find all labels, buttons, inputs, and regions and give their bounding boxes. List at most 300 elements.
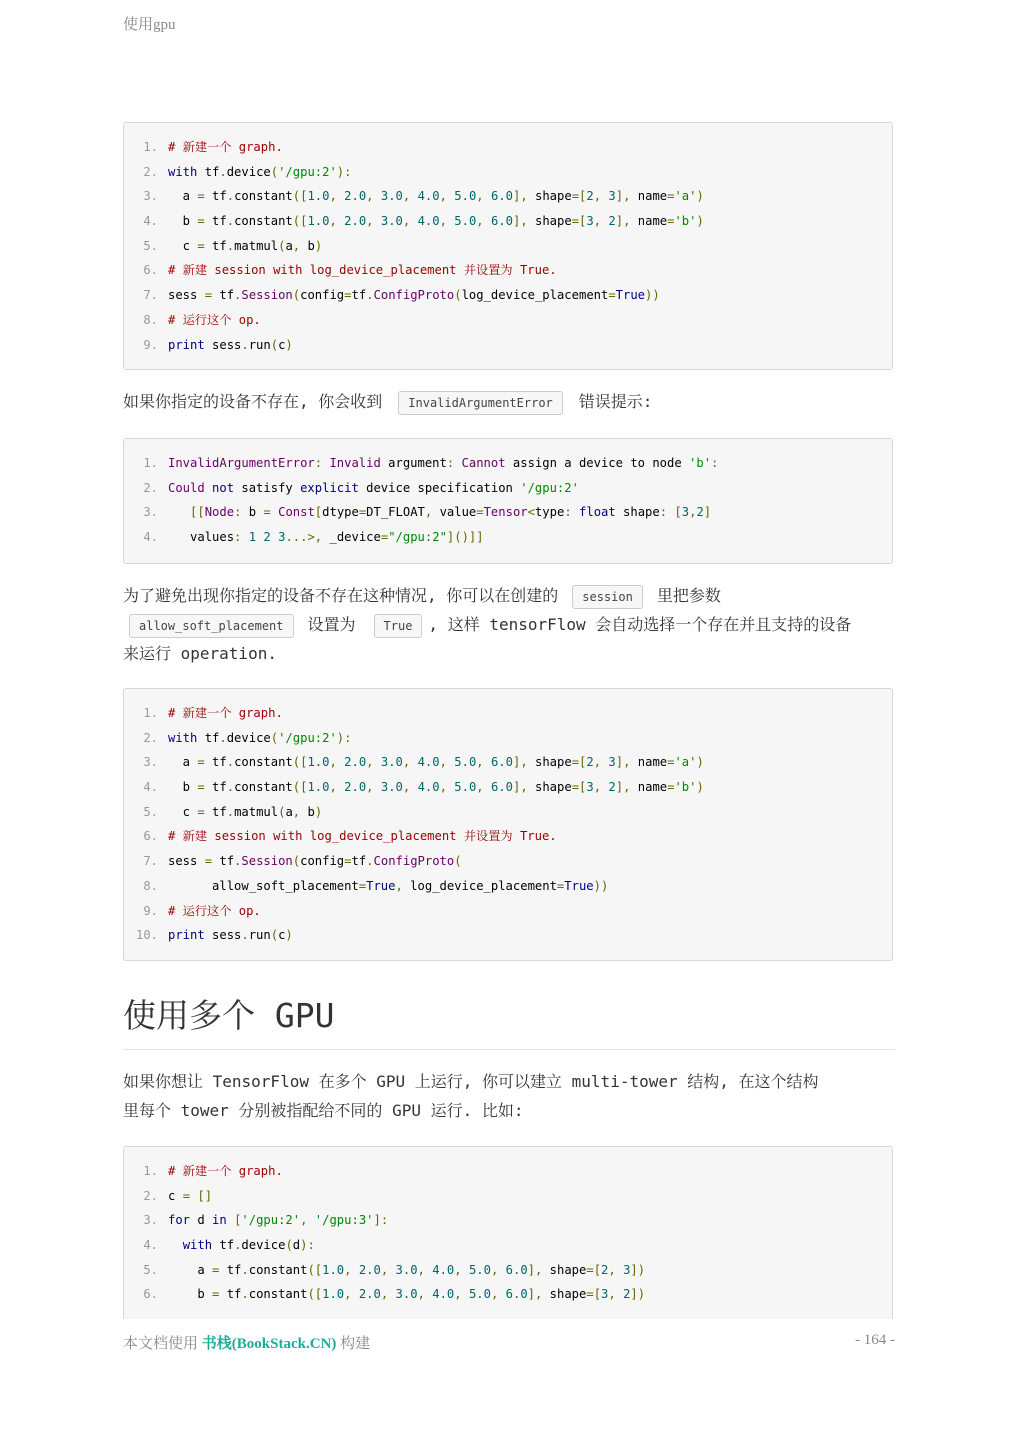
paragraph-text: 为了避免出现你指定的设备不存在这种情况, 你可以在创建的 bbox=[123, 586, 559, 605]
code-token: c bbox=[168, 238, 198, 253]
code-line bbox=[124, 160, 892, 185]
code-token: ], bbox=[512, 189, 535, 204]
code-token: . bbox=[219, 730, 227, 745]
code-token: tf bbox=[351, 854, 367, 869]
code-token: , bbox=[454, 1287, 469, 1302]
line-number: 2. bbox=[143, 730, 158, 745]
code-token: 4.0 bbox=[417, 780, 440, 795]
code-token: ): bbox=[300, 1238, 315, 1253]
code-token: Node bbox=[204, 505, 235, 520]
code-token: 6.0 bbox=[490, 755, 513, 770]
code-line bbox=[124, 258, 892, 283]
code-token: 1.0 bbox=[307, 755, 330, 770]
code-token: =[ bbox=[571, 214, 587, 229]
line-number: 3. bbox=[143, 755, 158, 770]
line-number: 1. bbox=[143, 456, 158, 470]
code-token: . bbox=[226, 780, 235, 795]
code-token: constant bbox=[234, 755, 293, 770]
code-token: = bbox=[197, 214, 205, 229]
code-token: , bbox=[380, 1262, 396, 1277]
code-token: 5.0 bbox=[454, 189, 477, 204]
code-token: values bbox=[168, 530, 235, 545]
code-token: . bbox=[226, 238, 235, 253]
code-line bbox=[124, 1258, 892, 1283]
code-token: 3 bbox=[681, 505, 690, 520]
line-number: 3. bbox=[143, 189, 158, 204]
code-token: = bbox=[667, 780, 675, 795]
code-token: name bbox=[637, 780, 668, 795]
code-token: True bbox=[366, 878, 396, 893]
code-token: = bbox=[380, 530, 389, 545]
code-token: float bbox=[579, 505, 616, 520]
paragraph-1 bbox=[123, 387, 898, 416]
page-number: - 164 - bbox=[855, 1332, 895, 1348]
code-token: 6.0 bbox=[490, 189, 513, 204]
code-line bbox=[124, 1159, 892, 1184]
code-token: a bbox=[285, 804, 293, 819]
code-token: , bbox=[300, 1213, 315, 1228]
code-token: '/gpu:2' bbox=[278, 164, 337, 179]
code-token: explicit bbox=[300, 480, 359, 495]
line-number: 6. bbox=[143, 1287, 158, 1302]
code-token: _device bbox=[329, 530, 381, 545]
code-token: Could bbox=[168, 480, 205, 495]
code-token: . bbox=[226, 804, 235, 819]
code-token bbox=[168, 505, 190, 519]
code-token: ConfigProto bbox=[373, 854, 455, 869]
section-heading: 使用多个 GPU bbox=[123, 990, 895, 1050]
code-token: = bbox=[197, 238, 205, 253]
code-token: tf bbox=[204, 755, 227, 770]
code-token: , bbox=[608, 1262, 624, 1277]
code-token: ], bbox=[527, 1262, 550, 1277]
code-token: matmul bbox=[234, 804, 279, 819]
code-token: satisfy bbox=[234, 480, 301, 495]
code-token: 6.0 bbox=[505, 1262, 528, 1277]
code-token: 3.0 bbox=[380, 780, 403, 795]
code-token: 1.0 bbox=[322, 1262, 345, 1277]
code-line bbox=[124, 308, 892, 333]
code-token: , bbox=[344, 1287, 359, 1302]
code-token: = bbox=[358, 505, 367, 520]
code-token: tf bbox=[204, 214, 227, 229]
code-token: not bbox=[212, 480, 235, 495]
inline-code: InvalidArgumentError bbox=[398, 391, 563, 415]
code-token: 3 bbox=[608, 755, 616, 770]
code-line bbox=[124, 899, 892, 924]
code-token: . bbox=[241, 337, 249, 352]
code-token: DT_FLOAT bbox=[366, 505, 425, 520]
footer-prefix: 本文档使用 bbox=[123, 1336, 202, 1352]
code-token: ([ bbox=[292, 214, 308, 229]
code-token: b bbox=[168, 1287, 213, 1302]
code-token: 3 bbox=[586, 214, 594, 229]
code-token: matmul bbox=[234, 238, 279, 253]
code-line bbox=[124, 184, 892, 209]
code-token: 'b' bbox=[674, 214, 697, 229]
code-token: '/gpu:3' bbox=[314, 1213, 374, 1228]
code-token: ] bbox=[703, 505, 712, 520]
code-token: True bbox=[615, 288, 646, 303]
code-token: , bbox=[292, 238, 308, 253]
code-token: . bbox=[226, 755, 235, 770]
code-token: shape bbox=[615, 505, 660, 520]
line-number: 2. bbox=[143, 1188, 158, 1203]
code-token: # 新建一个 graph. bbox=[168, 140, 283, 154]
line-number: 2. bbox=[143, 480, 158, 495]
code-token: 1.0 bbox=[307, 214, 330, 229]
code-token: 5.0 bbox=[468, 1262, 491, 1277]
code-token: =[ bbox=[571, 755, 587, 770]
code-token: ([ bbox=[307, 1262, 323, 1277]
code-token: tf bbox=[219, 1287, 242, 1302]
code-token: )) bbox=[645, 288, 660, 303]
code-token: constant bbox=[248, 1262, 308, 1277]
code-token: . bbox=[226, 214, 235, 229]
code-line bbox=[124, 209, 892, 234]
code-token: . bbox=[241, 928, 249, 943]
line-number: 1. bbox=[143, 706, 158, 720]
code-token: 2.0 bbox=[344, 780, 367, 795]
code-token: =[ bbox=[586, 1262, 602, 1277]
code-token: with bbox=[168, 730, 198, 745]
code-token: 'b' bbox=[674, 780, 697, 795]
code-token: = bbox=[608, 288, 616, 303]
code-token: 'a' bbox=[674, 755, 697, 770]
code-token: ([ bbox=[292, 189, 308, 204]
code-token: , bbox=[344, 1262, 359, 1277]
code-token: ) bbox=[314, 238, 323, 253]
code-token: ], bbox=[512, 755, 535, 770]
line-number: 10. bbox=[135, 928, 158, 943]
paragraph-line bbox=[123, 610, 898, 639]
code-token: , bbox=[402, 780, 418, 795]
line-number: 7. bbox=[143, 854, 158, 869]
code-token: Invalid bbox=[329, 456, 381, 470]
code-token: b bbox=[307, 238, 315, 253]
code-token: 3 bbox=[601, 1287, 609, 1302]
code-token: argument bbox=[380, 456, 447, 470]
code-token: sess bbox=[168, 288, 205, 303]
code-line bbox=[124, 476, 892, 501]
code-token: 6.0 bbox=[490, 214, 513, 229]
code-token: # 新建 session with log_device_placement 并设置为 True. bbox=[168, 263, 557, 278]
code-token: name bbox=[637, 755, 668, 770]
code-token: , bbox=[593, 214, 609, 229]
code-token: tf bbox=[204, 804, 227, 819]
code-token: ]) bbox=[630, 1287, 646, 1302]
code-token: : bbox=[711, 456, 719, 470]
code-token: 2 bbox=[696, 505, 704, 520]
code-token: b bbox=[168, 780, 198, 795]
code-token: ]: bbox=[373, 1213, 389, 1228]
code-token: tf bbox=[212, 854, 235, 869]
code-line bbox=[124, 234, 892, 259]
code-token: : bbox=[314, 456, 330, 470]
code-token: tf bbox=[204, 780, 227, 795]
code-token: ( bbox=[270, 928, 279, 943]
code-token: 3.0 bbox=[380, 214, 403, 229]
code-token: log_device_placement bbox=[461, 288, 609, 303]
code-token: 5.0 bbox=[468, 1287, 491, 1302]
code-token: 3.0 bbox=[395, 1287, 418, 1302]
code-token: 5.0 bbox=[454, 755, 477, 770]
code-token: 4.0 bbox=[417, 755, 440, 770]
code-line bbox=[124, 824, 892, 849]
code-token: . bbox=[366, 854, 374, 869]
code-token: , bbox=[593, 189, 609, 204]
code-token: = bbox=[344, 288, 352, 303]
code-token: tf bbox=[351, 288, 367, 303]
code-token: 'a' bbox=[674, 189, 697, 204]
code-token: 4.0 bbox=[432, 1262, 455, 1277]
code-token: : bbox=[234, 530, 249, 545]
code-token: a bbox=[168, 755, 198, 770]
line-number: 4. bbox=[143, 530, 158, 545]
inline-code: session bbox=[572, 585, 643, 609]
code-token: 2 bbox=[586, 755, 594, 770]
code-token: c bbox=[278, 928, 286, 943]
code-token bbox=[205, 481, 212, 495]
code-token bbox=[271, 505, 278, 519]
line-number: 4. bbox=[143, 1238, 158, 1253]
paragraph-text: 错误提示: bbox=[578, 392, 653, 411]
code-token: , bbox=[476, 780, 491, 795]
code-token: in bbox=[212, 1213, 227, 1228]
header-title: 使用gpu bbox=[123, 17, 176, 33]
code-token: , bbox=[329, 780, 345, 795]
code-token: . bbox=[219, 164, 227, 179]
code-token: < bbox=[527, 505, 535, 520]
code-token: device bbox=[226, 164, 271, 179]
code-token: , bbox=[366, 189, 381, 204]
inline-code: True bbox=[374, 614, 423, 638]
code-token: : bbox=[446, 456, 462, 470]
code-token: ( bbox=[270, 337, 279, 352]
code-token: print bbox=[168, 337, 205, 352]
code-token: c bbox=[168, 1188, 183, 1203]
code-token: # 新建一个 graph. bbox=[168, 706, 283, 720]
code-token: = bbox=[197, 189, 205, 204]
code-token: sess bbox=[204, 928, 242, 943]
code-token: [ bbox=[314, 505, 323, 520]
code-token: d bbox=[190, 1213, 213, 1228]
code-line bbox=[124, 1282, 892, 1307]
code-token: 4.0 bbox=[417, 189, 440, 204]
code-token: 2.0 bbox=[358, 1287, 381, 1302]
code-line bbox=[124, 135, 892, 160]
code-token: config bbox=[300, 288, 345, 303]
code-line bbox=[124, 1184, 892, 1209]
paragraph-line bbox=[123, 581, 898, 610]
code-token: sess bbox=[204, 337, 242, 352]
code-token: 2.0 bbox=[344, 755, 367, 770]
footer-brand-link[interactable]: 书栈(BookStack.CN) bbox=[201, 1336, 337, 1352]
code-token: a bbox=[168, 189, 198, 204]
code-token: ]()]] bbox=[446, 530, 484, 545]
code-token: , bbox=[380, 1287, 396, 1302]
code-block-4 bbox=[123, 1146, 893, 1319]
code-token: , bbox=[476, 189, 491, 204]
code-token: , bbox=[490, 1262, 506, 1277]
code-token: assign a device to node bbox=[505, 456, 690, 470]
code-token: Session bbox=[241, 854, 293, 869]
code-token: = bbox=[197, 780, 205, 795]
code-token: , bbox=[417, 1262, 433, 1277]
code-token: ) bbox=[314, 804, 323, 819]
code-block-3 bbox=[123, 688, 893, 961]
code-token: shape bbox=[535, 214, 572, 229]
code-token: ( bbox=[278, 238, 286, 253]
code-token: = bbox=[212, 1287, 220, 1302]
code-line bbox=[124, 500, 892, 525]
line-number: 4. bbox=[143, 214, 158, 229]
line-number: 1. bbox=[143, 1164, 158, 1178]
line-number: 9. bbox=[143, 337, 158, 352]
code-token: ( bbox=[292, 288, 301, 303]
code-token: . bbox=[241, 1262, 249, 1277]
code-token: 2.0 bbox=[358, 1262, 381, 1277]
code-token: device bbox=[226, 730, 271, 745]
code-token: 4.0 bbox=[417, 214, 440, 229]
code-token: . bbox=[366, 288, 374, 303]
code-token: =[ bbox=[586, 1287, 602, 1302]
code-token: device bbox=[241, 1238, 286, 1253]
code-token: '/gpu:2' bbox=[278, 730, 337, 745]
code-token: Tensor bbox=[483, 505, 528, 520]
line-number: 5. bbox=[143, 238, 158, 253]
code-token: = bbox=[556, 878, 565, 893]
code-token bbox=[168, 1238, 183, 1252]
code-token: tf bbox=[212, 1238, 235, 1253]
code-line bbox=[124, 726, 892, 751]
code-token: '/gpu:2' bbox=[241, 1213, 301, 1228]
code-token: 5.0 bbox=[454, 780, 477, 795]
code-token: 4.0 bbox=[432, 1287, 455, 1302]
code-token: 2 bbox=[586, 189, 594, 204]
code-token: 3 bbox=[586, 780, 594, 795]
code-token: = bbox=[197, 804, 205, 819]
paragraph-line: 来运行 operation. bbox=[123, 644, 277, 663]
code-token: : bbox=[564, 505, 580, 520]
line-number: 6. bbox=[143, 829, 158, 844]
code-token: "/gpu:2" bbox=[388, 530, 447, 545]
code-token: device specification bbox=[358, 480, 521, 495]
code-token: , bbox=[402, 189, 418, 204]
code-token: ) bbox=[696, 189, 704, 204]
code-token: )) bbox=[593, 878, 609, 893]
code-line bbox=[124, 333, 892, 358]
code-token: , bbox=[329, 214, 345, 229]
code-token: . bbox=[234, 1238, 242, 1253]
code-token: b bbox=[168, 214, 198, 229]
code-token bbox=[271, 530, 278, 544]
code-token: ) bbox=[285, 337, 293, 352]
footer-suffix: 构建 bbox=[336, 1336, 371, 1352]
line-number: 6. bbox=[143, 263, 158, 278]
code-line bbox=[124, 849, 892, 874]
code-token: ) bbox=[285, 928, 293, 943]
code-token: , bbox=[454, 1262, 469, 1277]
code-token: 1.0 bbox=[307, 780, 330, 795]
code-token: =[ bbox=[571, 189, 587, 204]
code-token: 3.0 bbox=[380, 755, 403, 770]
code-token: 3 bbox=[623, 1262, 631, 1277]
code-token: [[ bbox=[190, 505, 205, 520]
code-token: name bbox=[637, 214, 668, 229]
code-token: '/gpu:2' bbox=[520, 480, 579, 495]
code-token: 1.0 bbox=[307, 189, 330, 204]
code-token: ( bbox=[454, 854, 462, 869]
code-token: Session bbox=[241, 288, 293, 303]
code-token: Cannot bbox=[461, 456, 506, 470]
code-token: , bbox=[329, 755, 345, 770]
code-token: ConfigProto bbox=[373, 288, 455, 303]
code-token: run bbox=[248, 928, 271, 943]
code-token: = bbox=[358, 878, 367, 893]
code-token: ], bbox=[512, 780, 535, 795]
code-token: ...>, bbox=[285, 530, 330, 545]
code-token: 2.0 bbox=[344, 214, 367, 229]
code-token: ( bbox=[278, 804, 286, 819]
code-token: b bbox=[307, 804, 315, 819]
code-token: # 运行这个 op. bbox=[168, 903, 261, 918]
code-token: ( bbox=[454, 288, 462, 303]
code-token: ], bbox=[615, 189, 638, 204]
code-token: , bbox=[417, 1287, 433, 1302]
code-token: =[ bbox=[571, 780, 587, 795]
code-token: tf bbox=[197, 730, 220, 745]
paragraph-text: 如果你指定的设备不存在, 你会收到 bbox=[123, 392, 383, 411]
code-line bbox=[124, 800, 892, 825]
code-token: , bbox=[689, 505, 697, 520]
code-token: , bbox=[476, 214, 491, 229]
code-token: 1 bbox=[248, 530, 257, 545]
code-token: 'b' bbox=[689, 456, 712, 470]
code-token: constant bbox=[234, 189, 293, 204]
code-token: run bbox=[248, 337, 271, 352]
code-token: constant bbox=[234, 214, 293, 229]
paragraph-text: 里把参数 bbox=[656, 586, 721, 605]
code-token: , bbox=[439, 214, 455, 229]
code-token: , bbox=[593, 755, 609, 770]
code-token: . bbox=[234, 288, 242, 303]
code-token: ]) bbox=[630, 1262, 646, 1277]
code-token: , bbox=[366, 780, 381, 795]
code-token: ([ bbox=[292, 755, 308, 770]
code-token: ( bbox=[270, 730, 279, 745]
code-token: ], bbox=[512, 214, 535, 229]
paragraph-line: 如果你想让 TensorFlow 在多个 GPU 上运行, 你可以建立 multi-tower 结构, 在这个结构 bbox=[123, 1072, 819, 1091]
code-token: ([ bbox=[292, 780, 308, 795]
code-token: tf bbox=[212, 288, 235, 303]
code-token: ], bbox=[615, 214, 638, 229]
code-token: , bbox=[292, 804, 308, 819]
line-number: 3. bbox=[143, 1213, 158, 1228]
code-token: = bbox=[204, 854, 213, 869]
code-token: , bbox=[476, 755, 491, 770]
code-token: 2 bbox=[623, 1287, 631, 1302]
code-token: for bbox=[168, 1213, 191, 1228]
code-token: : [ bbox=[659, 505, 682, 520]
code-token: , bbox=[366, 214, 381, 229]
code-token: print bbox=[168, 928, 205, 943]
code-token: c bbox=[278, 337, 286, 352]
code-token: ([ bbox=[307, 1287, 323, 1302]
code-token: , bbox=[593, 780, 609, 795]
code-token: ], bbox=[615, 780, 638, 795]
code-token: shape bbox=[549, 1262, 587, 1277]
